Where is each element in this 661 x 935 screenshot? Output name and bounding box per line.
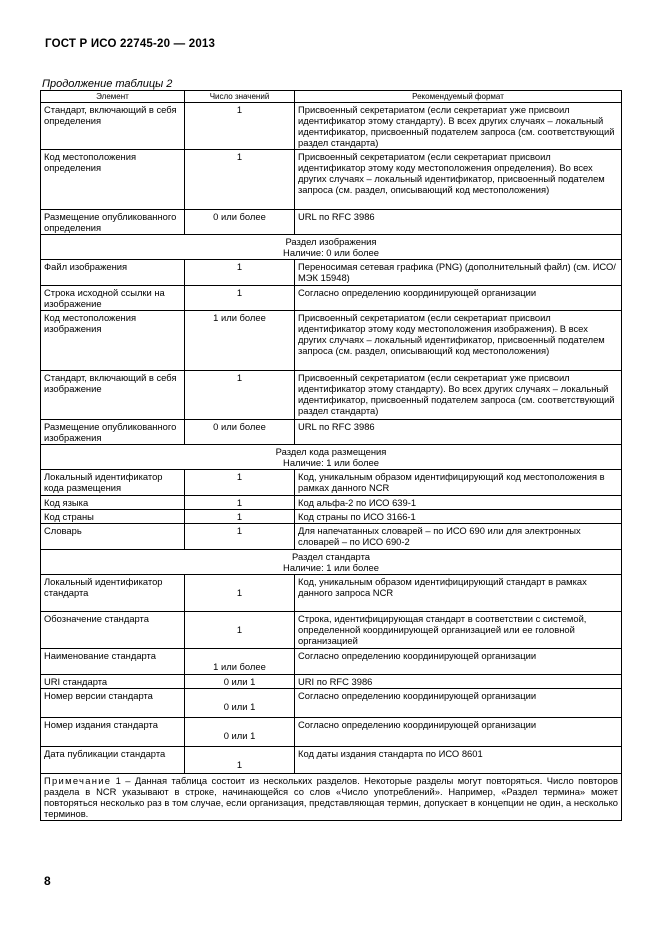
row-element: Код местоположения определения xyxy=(41,150,185,210)
section-header-image xyxy=(41,235,622,260)
note-text: 1 – Данная таблица состоит из нескольких разделов. Некоторые разделы могут повторяться. Число повторов раздела в NCR указывают в строке, начинающейся со слов «Число употреблений». Например, «Раздел термина» может повторяться несколько раз в том случае, если организация, представляющая термин, допускает в концепции не один, а несколько терминов. xyxy=(44,775,618,819)
table-row xyxy=(41,371,622,420)
table-row xyxy=(41,675,622,689)
row-format: Согласно определению координирующей организации xyxy=(295,286,622,311)
row-count: 1 xyxy=(185,470,295,496)
table-note xyxy=(41,774,622,821)
note-label: Примечание xyxy=(44,775,112,786)
row-element: Размещение опубликованного изображения xyxy=(41,420,185,445)
table-row xyxy=(41,150,622,210)
table-continuation-caption: Продолжение таблицы 2 xyxy=(42,78,173,90)
row-format: Код, уникальным образом идентифицирующий код местоположения в рамках данного NCR xyxy=(295,470,622,496)
column-header-element: Элемент xyxy=(41,91,185,103)
row-element: Локальный идентификатор кода размещения xyxy=(41,470,185,496)
row-count: 0 или 1 xyxy=(185,675,295,689)
row-count: 1 или более xyxy=(213,661,266,672)
table-row xyxy=(41,103,622,150)
table-row xyxy=(41,575,622,612)
row-element: Строка исходной ссылки на изображение xyxy=(41,286,185,311)
row-element: Файл изображения xyxy=(41,260,185,286)
row-format: URL по RFC 3986 xyxy=(295,210,622,235)
table-row xyxy=(41,612,622,649)
row-format: Присвоенный секретариатом (если секретариат уже присвоил идентификатор этому стандарту). В всех других случаях – локальный идентификатор, присвоенный подателем запроса (см. соответствующий раздел стандарта) xyxy=(295,103,622,150)
section-header-standard xyxy=(41,550,622,575)
row-count: 0 или более xyxy=(185,210,295,235)
row-count: 1 xyxy=(185,286,295,311)
row-count: 1 xyxy=(236,759,243,770)
table-row xyxy=(41,510,622,524)
table-row xyxy=(41,524,622,550)
table-row xyxy=(41,470,622,496)
row-count: 1 xyxy=(236,624,243,635)
row-element: Код языка xyxy=(41,496,185,510)
row-element: Размещение опубликованного определения xyxy=(41,210,185,235)
page-number: 8 xyxy=(44,874,51,888)
section-header-placement xyxy=(41,445,622,470)
row-element: Обозначение стандарта xyxy=(41,612,185,649)
row-element: Локальный идентификатор стандарта xyxy=(41,575,185,612)
table-row xyxy=(41,210,622,235)
row-format: Переносимая сетевая графика (PNG) (дополнительный файл) (см. ИСО/МЭК 15948) xyxy=(295,260,622,286)
table-note-row xyxy=(41,774,622,821)
section-presence: Наличие: 1 или более xyxy=(283,457,379,468)
table-row xyxy=(41,311,622,371)
table-row xyxy=(41,649,622,675)
row-format: Для напечатанных словарей – по ИСО 690 или для электронных словарей – по ИСО 690-2 xyxy=(295,524,622,550)
row-element: Код местоположения изображения xyxy=(41,311,185,371)
section-title: Раздел кода размещения xyxy=(275,446,387,457)
table-row xyxy=(41,496,622,510)
row-count: 1 xyxy=(185,496,295,510)
row-format: Код даты издания стандарта по ИСО 8601 xyxy=(295,747,622,774)
section-presence: Наличие: 0 или более xyxy=(283,247,379,258)
column-header-count: Число значений xyxy=(185,91,295,103)
row-format: URI по RFC 3986 xyxy=(295,675,622,689)
document-header: ГОСТ Р ИСО 22745-20 — 2013 xyxy=(45,38,216,50)
table-row xyxy=(41,718,622,747)
row-format: Присвоенный секретариатом (если секретариат присвоил идентификатор этому коду местоположения определения). Во всех других случаях – локальный идентификатор, присвоенный подателем запроса (см. раздел, описывающий код местоположения) xyxy=(295,150,622,210)
row-format: URL по RFC 3986 xyxy=(295,420,622,445)
row-element: Номер издания стандарта xyxy=(41,718,185,747)
row-format: Код, уникальным образом идентифицирующий стандарт в рамках данного запроса NCR xyxy=(295,575,622,612)
row-count: 1 xyxy=(185,150,295,210)
row-count: 0 или 1 xyxy=(223,730,256,741)
row-count: 1 xyxy=(236,587,243,598)
requirements-table xyxy=(40,90,622,821)
row-format: Присвоенный секретариатом (если секретариат присвоил идентификатор этому коду местоположения изображения). В всех других случаях – локальный идентификатор, присвоенный подателем запроса (см. раздел, описывающий код местоположения) xyxy=(295,311,622,371)
row-element: Стандарт, включающий в себя изображение xyxy=(41,371,185,420)
row-count: 1 xyxy=(185,260,295,286)
row-format: Согласно определению координирующей организации xyxy=(295,649,622,675)
row-element: Словарь xyxy=(41,524,185,550)
table-row xyxy=(41,420,622,445)
section-title: Раздел изображения xyxy=(285,236,377,247)
row-count: 1 или более xyxy=(185,311,295,371)
row-format: Присвоенный секретариатом (если секретариат уже присвоил идентификатор этому стандарту). Во всех других случаях – локальный идентификатор, присвоенный подателем запроса (см. соответствующий раздел стандарта) xyxy=(295,371,622,420)
section-presence: Наличие: 1 или более xyxy=(283,562,379,573)
row-element: Номер версии стандарта xyxy=(41,689,185,718)
row-count: 1 xyxy=(185,510,295,524)
table-row xyxy=(41,286,622,311)
row-format: Согласно определению координирующей организации xyxy=(295,689,622,718)
row-format: Код альфа-2 по ИСО 639-1 xyxy=(295,496,622,510)
row-element: Наименование стандарта xyxy=(41,649,185,675)
row-count: 1 xyxy=(185,371,295,420)
row-count: 0 или 1 xyxy=(223,701,256,712)
table-row xyxy=(41,689,622,718)
row-count: 1 xyxy=(185,524,295,550)
row-element: Стандарт, включающий в себя определения xyxy=(41,103,185,150)
row-count: 0 или более xyxy=(185,420,295,445)
table-row xyxy=(41,260,622,286)
row-element: Код страны xyxy=(41,510,185,524)
table-header-row xyxy=(41,91,622,103)
row-format: Согласно определению координирующей организации xyxy=(295,718,622,747)
row-format: Строка, идентифицирующая стандарт в соответствии с системой, определенной координирующей организацией или ее головной организацией xyxy=(295,612,622,649)
row-element: URI стандарта xyxy=(41,675,185,689)
row-format: Код страны по ИСО 3166-1 xyxy=(295,510,622,524)
section-title: Раздел стандарта xyxy=(292,551,370,562)
row-element: Дата публикации стандарта xyxy=(41,747,185,774)
column-header-format: Рекомендуемый формат xyxy=(295,91,622,103)
table-row xyxy=(41,747,622,774)
row-count: 1 xyxy=(185,103,295,150)
